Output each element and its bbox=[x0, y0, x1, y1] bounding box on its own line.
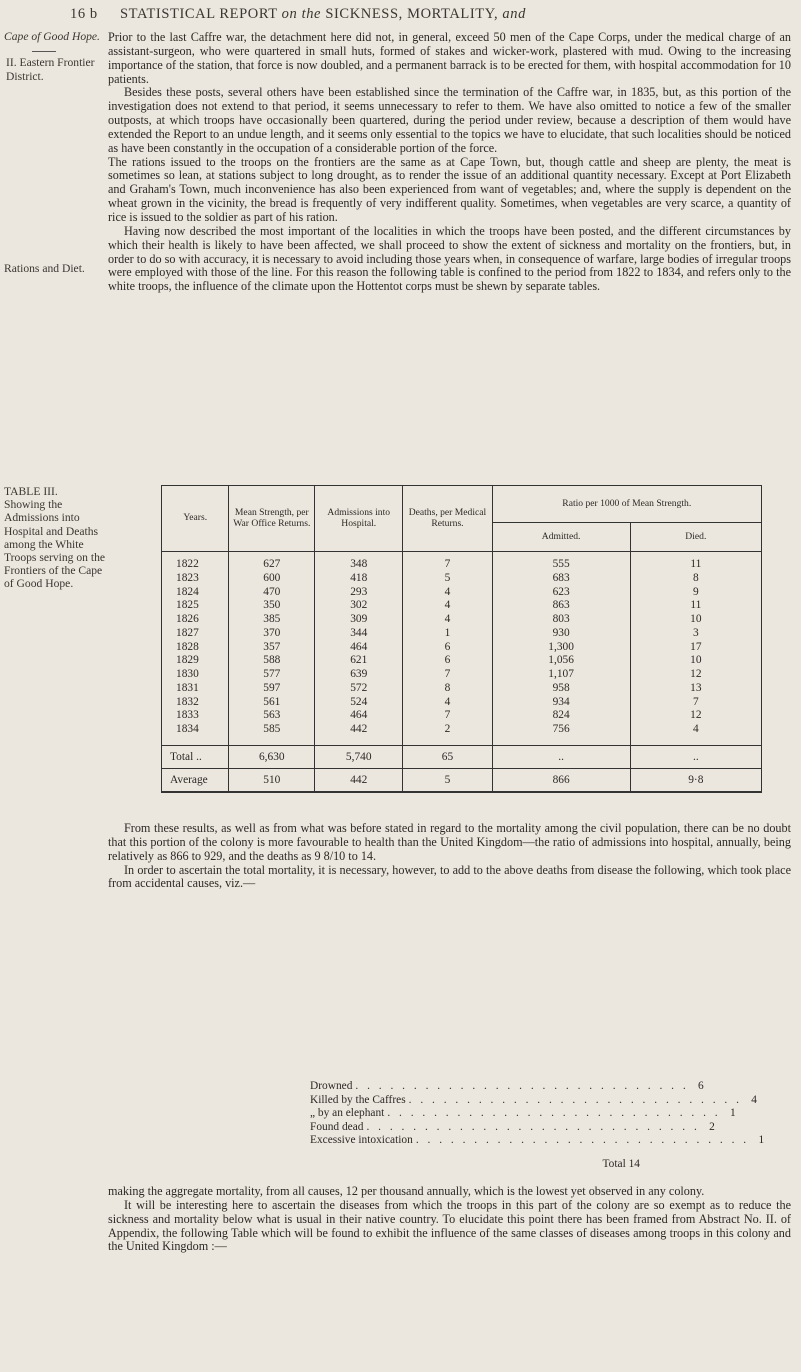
table-cell: 7 bbox=[403, 709, 492, 723]
cause-row bbox=[310, 1080, 704, 1094]
table-cell: .. bbox=[492, 745, 630, 768]
table-cell: 863 bbox=[492, 599, 630, 613]
table-row bbox=[162, 696, 762, 710]
table-cell: 1,056 bbox=[492, 654, 630, 668]
cause-count: 4 bbox=[751, 1093, 757, 1106]
table-cell: 561 bbox=[229, 696, 315, 710]
table-cell: 1824 bbox=[162, 586, 229, 600]
leader-dots: . . . . . . . . . . . . . . . . . . . . . . . . . . . . . bbox=[387, 1107, 721, 1119]
paragraph: The rations issued to the troops on the frontiers are the same as at Cape Town, but, though cattle and sheep are plenty, the meat is sometimes so lean, at stations subject to long drought, as to render the issue of an additional quantity necessary. Except at Port Elizabeth and Graham's Town, much inconvenience has also been experienced from want of vegetables; and, where the supply is dependent on the wheat grown in the vicinity, the bread is frequently of very indifferent quality. Sometimes, when vegetables are very scarce, a quantity of rice is issued to the soldier as part of his ration. bbox=[108, 154, 791, 224]
table-cell: 7 bbox=[403, 552, 492, 572]
paragraph: It will be interesting here to ascertain the diseases from which the troops in this part of the colony are so exempt as to reduce the sickness and mortality below what is usual in their native country. To elucidate this point there has been framed from Abstract No. II. of Appendix, the following Table which will be found to exhibit the influence of the same classes of diseases among troops in this colony and the United Kingdom :— bbox=[108, 1197, 791, 1254]
table-row bbox=[162, 668, 762, 682]
table-cell: 1832 bbox=[162, 696, 229, 710]
table-cell: 442 bbox=[315, 723, 403, 745]
table-cell: 1,107 bbox=[492, 668, 630, 682]
paragraph: Having now described the most important of the localities in which the troops have been posted, and the different circumstances by which their health is likely to have been affected, we shall proceed to show the extent of sickness and mortality on the frontiers, but, in order to do so with accuracy, it is necessary to avoid including those years when, in consequence of warfare, large bodies of irregular troops were employed with those of the line. For this reason the following table is confined to the period from 1822 to 1834, and refers only to the white troops, the influence of the climate upon the Hottentot corps must be shewn by separate tables. bbox=[108, 223, 791, 294]
table-cell: 524 bbox=[315, 696, 403, 710]
col-header-admitted: Admitted. bbox=[492, 523, 630, 552]
leader-dots: . . . . . . . . . . . . . . . . . . . . . . . . . . . . . bbox=[355, 1080, 689, 1092]
table-cell: 11 bbox=[630, 599, 761, 613]
table-row bbox=[162, 723, 762, 745]
table-cell: 1825 bbox=[162, 599, 229, 613]
table-cell: 442 bbox=[315, 768, 403, 792]
margin-note-rations: Rations and Diet. bbox=[4, 262, 85, 275]
table-cell: Average bbox=[162, 768, 229, 792]
table-cell: 4 bbox=[403, 696, 492, 710]
cause-row bbox=[310, 1093, 757, 1108]
cause-row bbox=[310, 1134, 765, 1148]
paragraph: Besides these posts, several others have been established since the termination of the Caffre war, in 1835, but, as this portion of the investigation does not extend to that period, it seems unnecessary to refer to them. We have also omitted to notice a few of the smaller outposts, at which troops have occasionally been quartered, during the period under review, because a description of them would have extended the Report to an undue length, and it seems only essential to the topics we have to elucidate, that such localities should be noticed as have been constantly in the occupation of a considerable portion of the force. bbox=[108, 85, 791, 155]
table-cell: 4 bbox=[403, 599, 492, 613]
margin-note-table bbox=[4, 485, 108, 591]
body-text-bottom bbox=[108, 1185, 791, 1254]
table-cell: 7 bbox=[630, 696, 761, 710]
table-cell: 1826 bbox=[162, 613, 229, 627]
table-cell: 2 bbox=[403, 723, 492, 745]
table-row bbox=[162, 572, 762, 586]
table-cell: 6 bbox=[403, 654, 492, 668]
table-cell: 572 bbox=[315, 682, 403, 696]
table-cell: 470 bbox=[229, 586, 315, 600]
table-cell: 302 bbox=[315, 599, 403, 613]
table-cell: 623 bbox=[492, 586, 630, 600]
paragraph: making the aggregate mortality, from all causes, 12 per thousand annually, which is the lowest yet observed in any colony. bbox=[108, 1184, 705, 1198]
table-cell: 621 bbox=[315, 654, 403, 668]
table-row bbox=[162, 682, 762, 696]
margin-divider bbox=[32, 51, 56, 52]
table-cell: 577 bbox=[229, 668, 315, 682]
paragraph: In order to ascertain the total mortality, it is necessary, however, to add to the above deaths from disease the following, which took place from accidental causes, viz.— bbox=[108, 862, 791, 891]
table-cell: 350 bbox=[229, 599, 315, 613]
table-cell: 464 bbox=[315, 641, 403, 655]
table-row bbox=[162, 552, 762, 572]
table-cell: 934 bbox=[492, 696, 630, 710]
table-row bbox=[162, 654, 762, 668]
table-cell: 627 bbox=[229, 552, 315, 572]
cause-count: 6 bbox=[698, 1080, 704, 1092]
cause-count: 2 bbox=[709, 1120, 715, 1133]
margin-note-region bbox=[4, 30, 108, 83]
table-cell: 1827 bbox=[162, 627, 229, 641]
table-cell: 683 bbox=[492, 572, 630, 586]
table-cell: 6,630 bbox=[229, 745, 315, 768]
table-cell: 5 bbox=[403, 572, 492, 586]
table-cell: Total .. bbox=[162, 745, 229, 768]
cause-count: 1 bbox=[729, 1107, 736, 1119]
cause-label: „ by an elephant bbox=[310, 1107, 385, 1119]
table-cell: 1834 bbox=[162, 723, 229, 745]
table-cell: .. bbox=[630, 745, 761, 768]
table-cell: 1833 bbox=[162, 709, 229, 723]
table-description: Showing the Admissions into Hospital and Deaths among the White Troops serving on the Frontiers of the Cape of Good Hope. bbox=[4, 498, 106, 591]
table-cell: 10 bbox=[630, 613, 761, 627]
table-row bbox=[162, 586, 762, 600]
cause-label: Found dead bbox=[310, 1120, 364, 1133]
leader-dots: . . . . . . . . . . . . . . . . . . . . . . . . . . . . . bbox=[366, 1120, 700, 1133]
table-row bbox=[162, 613, 762, 627]
running-head bbox=[70, 6, 770, 23]
table-cell: 1823 bbox=[162, 572, 229, 586]
table-row bbox=[162, 599, 762, 613]
table-cell: 1 bbox=[403, 627, 492, 641]
region-name: Cape of Good Hope. bbox=[4, 30, 100, 43]
table-cell: 12 bbox=[630, 709, 761, 723]
table-cell: 13 bbox=[630, 682, 761, 696]
table-cell: 866 bbox=[492, 768, 630, 792]
table-cell: 563 bbox=[229, 709, 315, 723]
col-header-died: Died. bbox=[630, 523, 761, 552]
table-cell: 555 bbox=[492, 552, 630, 572]
table-cell: 585 bbox=[229, 723, 315, 745]
col-header-strength: Mean Strength, per War Office Returns. bbox=[229, 486, 315, 552]
table-cell: 6 bbox=[403, 641, 492, 655]
paragraph: Prior to the last Caffre war, the detachment here did not, in general, exceed 50 men of the Cape Corps, under the medical charge of an assistant-surgeon, who were quartered in small huts, formed of stakes and wicker-work, plastered with mud. Owing to the increasing importance of the station, that force is now doubled, and a permanent barrack is to be erected for them, with hospital accommodation for 10 patients. bbox=[108, 30, 791, 86]
table-cell: 357 bbox=[229, 641, 315, 655]
table-cell: 639 bbox=[315, 668, 403, 682]
table-cell: 370 bbox=[229, 627, 315, 641]
cause-label: Excessive intoxication bbox=[310, 1134, 413, 1146]
table-cell: 418 bbox=[315, 572, 403, 586]
table-cell: 9 bbox=[630, 586, 761, 600]
table-cell: 3 bbox=[630, 627, 761, 641]
table-cell: 293 bbox=[315, 586, 403, 600]
table-cell: 7 bbox=[403, 668, 492, 682]
table-cell: 597 bbox=[229, 682, 315, 696]
table-cell: 600 bbox=[229, 572, 315, 586]
table-cell: 344 bbox=[315, 627, 403, 641]
table-cell: 958 bbox=[492, 682, 630, 696]
col-header-deaths: Deaths, per Medical Returns. bbox=[403, 486, 492, 552]
cause-row bbox=[310, 1107, 736, 1121]
table-cell: 5,740 bbox=[315, 745, 403, 768]
col-header-admissions: Admissions into Hospital. bbox=[315, 486, 403, 552]
table-cell: 385 bbox=[229, 613, 315, 627]
table-cell: 1828 bbox=[162, 641, 229, 655]
district-name: II. Eastern Frontier District. bbox=[6, 55, 95, 83]
cause-label: Drowned bbox=[310, 1080, 353, 1092]
table-cell: 10 bbox=[630, 654, 761, 668]
body-text-middle bbox=[108, 822, 791, 891]
table-cell: 510 bbox=[229, 768, 315, 792]
table-cell: 17 bbox=[630, 641, 761, 655]
table-row bbox=[162, 641, 762, 655]
table-cell: 65 bbox=[403, 745, 492, 768]
cause-row bbox=[310, 1120, 715, 1135]
table-cell: 1829 bbox=[162, 654, 229, 668]
table-cell: 464 bbox=[315, 709, 403, 723]
table-cell: 9·8 bbox=[630, 768, 761, 792]
table-cell: 8 bbox=[630, 572, 761, 586]
table-cell: 12 bbox=[630, 668, 761, 682]
table-cell: 4 bbox=[630, 723, 761, 745]
table-average-row bbox=[162, 768, 762, 792]
causes-rows bbox=[310, 1080, 765, 1148]
leader-dots: . . . . . . . . . . . . . . . . . . . . . . . . . . . . . bbox=[408, 1093, 742, 1106]
statistics-table bbox=[161, 485, 762, 793]
table-cell: 4 bbox=[403, 613, 492, 627]
causes-total: Total 14 bbox=[602, 1157, 640, 1170]
table-cell: 8 bbox=[403, 682, 492, 696]
table-label: TABLE III. bbox=[4, 485, 58, 498]
body-text-top bbox=[108, 31, 791, 294]
paragraph: From these results, as well as from what was before stated in regard to the mortality among the civil population, there can be no doubt that this portion of the colony is more favourable to health than the United Kingdom—the ratio of admissions into hospital, annually, being relatively as 866 to 929, and the deaths as 9 8/10 to 14. bbox=[108, 821, 791, 863]
table-cell: 588 bbox=[229, 654, 315, 668]
leader-dots: . . . . . . . . . . . . . . . . . . . . . . . . . . . . . bbox=[415, 1134, 750, 1146]
col-header-years: Years. bbox=[162, 486, 229, 552]
table-body bbox=[162, 552, 762, 792]
table-cell: 5 bbox=[403, 768, 492, 792]
accidental-deaths-list bbox=[310, 1080, 765, 1171]
table-row bbox=[162, 709, 762, 723]
table-cell: 1,300 bbox=[492, 641, 630, 655]
table-cell: 1831 bbox=[162, 682, 229, 696]
table-cell: 309 bbox=[315, 613, 403, 627]
table-cell: 824 bbox=[492, 709, 630, 723]
table-cell: 930 bbox=[492, 627, 630, 641]
table-cell: 348 bbox=[315, 552, 403, 572]
table-cell: 1830 bbox=[162, 668, 229, 682]
cause-count: 1 bbox=[758, 1134, 765, 1146]
col-header-ratio: Ratio per 1000 of Mean Strength. bbox=[492, 486, 761, 523]
cause-label: Killed by the Caffres bbox=[310, 1093, 406, 1106]
table-row bbox=[162, 627, 762, 641]
table-total-row bbox=[162, 745, 762, 768]
table-cell: 1822 bbox=[162, 552, 229, 572]
table-cell: 4 bbox=[403, 586, 492, 600]
running-title: STATISTICAL REPORT on the SICKNESS, MORTALITY, and bbox=[120, 6, 526, 22]
table-cell: 11 bbox=[630, 552, 761, 572]
page-number: 16 b bbox=[70, 6, 98, 22]
table-cell: 756 bbox=[492, 723, 630, 745]
table-cell: 803 bbox=[492, 613, 630, 627]
